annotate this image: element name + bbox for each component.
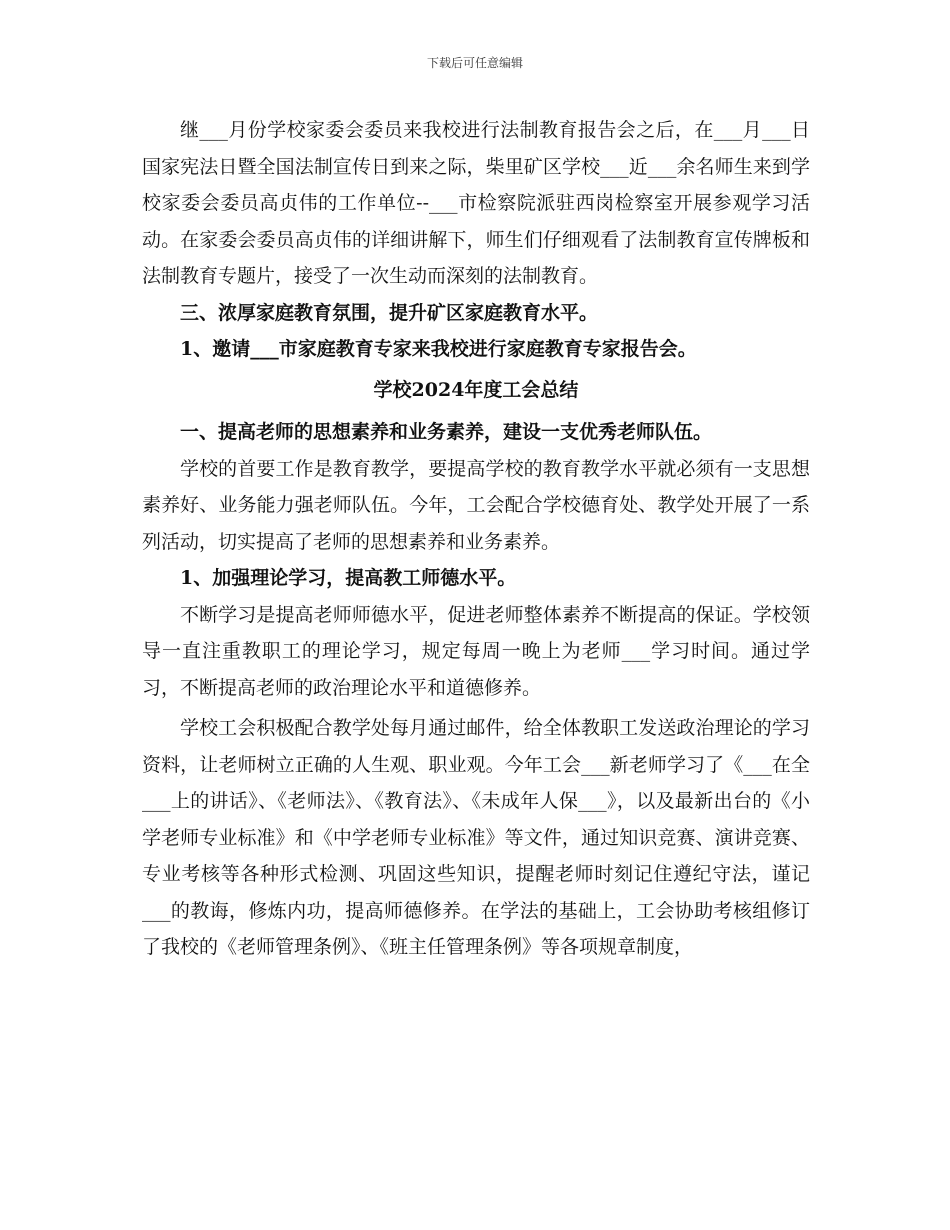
paragraph-union-materials: 学校工会积极配合教学处每月通过邮件，给全体教职工发送政治理论的学习资料，让老师树立正确的人生观、职业观。今年工会___新老师学习了《___在全___上的讲话》、《老师法》、《教育法》、《未成年人保___》，以及最新出台的《小学老师专业标准》和《中学老师专业标准》等文件，通过知识竞赛、演讲竞赛、专业考核等各种形式检测、巩固这些知识，提醒老师时刻记住遵纪守法，谨记___的教诲，修炼内功，提高师德修养。在学法的基础上，工会协助考核组修订了我校的《老师管理条例》、《班主任管理条例》等各项规章制度， — [142, 717, 810, 958]
heading-teacher-quality: 一、提高老师的思想素养和业务素养，建设一支优秀老师队伍。 — [180, 421, 713, 443]
paragraph-continuous-learning: 不断学习是提高老师师德水平，促进老师整体素养不断提高的保证。学校领导一直注重教职工的理论学习，规定每周一晚上为老师___学习时间。通过学习，不断提高老师的政治理论水平和道德修养。 — [142, 603, 810, 699]
paragraph-legal-visit: 继___月份学校家委会委员来我校进行法制教育报告会之后，在___月___日国家宪法日暨全国法制宣传日到来之际，柴里矿区学校___近___余名师生来到学校家委会委员高贞伟的工作单位--___市检察院派驻西岗检察室开展参观学习活动。在家委会委员高贞伟的详细讲解下，师生们仔细观看了法制教育宣传牌板和法制教育专题片，接受了一次生动而深刻的法制教育。 — [142, 119, 810, 287]
heading-theory-study: 1、加强理论学习，提高教工师德水平。 — [180, 567, 517, 589]
paragraph-teaching-priority: 学校的首要工作是教育教学，要提高学校的教育教学水平就必须有一支思想素养好、业务能力强老师队伍。今年，工会配合学校德育处、教学处开展了一系列活动，切实提高了老师的思想素养和业务素养。 — [142, 457, 810, 553]
document-title: 学校2024年度工会总结 — [373, 378, 579, 401]
document-body — [142, 112, 810, 966]
heading-expert-report: 1、邀请___市家庭教育专家来我校进行家庭教育专家报告会。 — [180, 338, 697, 360]
heading-family-education: 三、浓厚家庭教育氛围，提升矿区家庭教育水平。 — [180, 301, 599, 324]
page-header: 下载后可任意编辑 — [426, 56, 523, 70]
